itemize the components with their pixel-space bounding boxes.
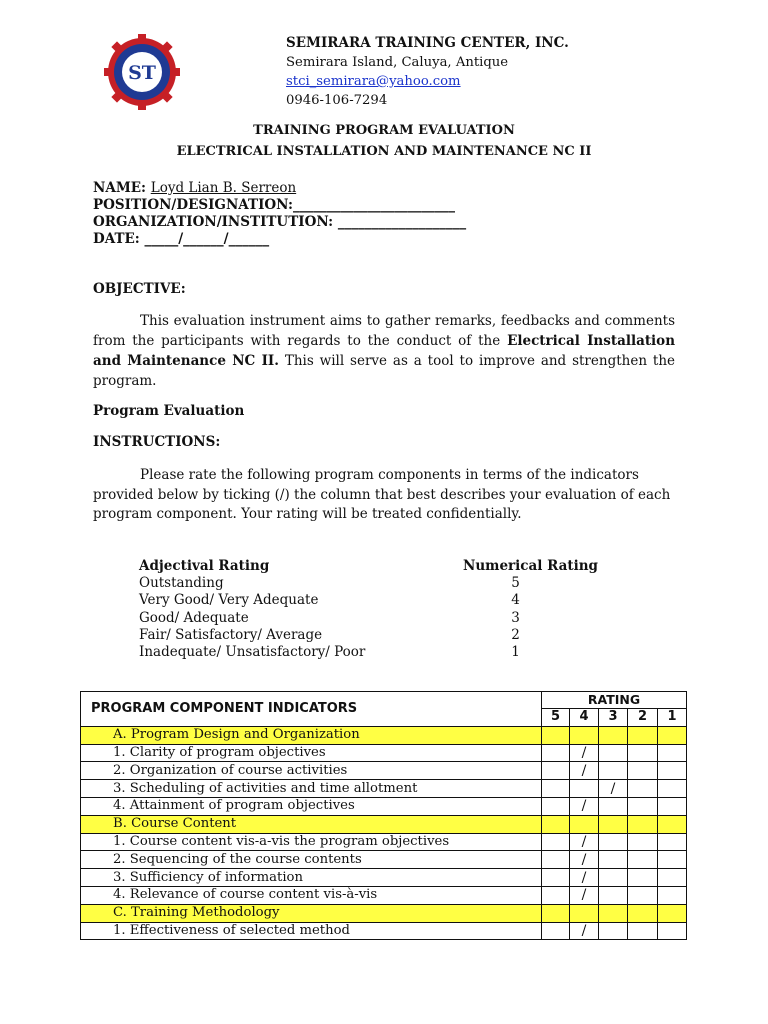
rating-cell-4[interactable] bbox=[570, 815, 599, 833]
rating-cell-3[interactable] bbox=[599, 833, 628, 851]
logo-mark: ST bbox=[128, 62, 156, 84]
evaluation-table-body bbox=[81, 726, 687, 940]
rating-cell-5[interactable] bbox=[542, 797, 570, 815]
evaluation-table bbox=[80, 691, 687, 940]
rating-cell-3[interactable] bbox=[599, 726, 628, 744]
company-logo bbox=[104, 34, 180, 110]
rating-cell-5[interactable] bbox=[542, 762, 570, 780]
rating-cell-2[interactable] bbox=[628, 815, 658, 833]
table-row bbox=[81, 797, 687, 815]
section-label: B. Course Content bbox=[81, 815, 542, 833]
indicator-label: 3. Scheduling of activities and time allotment bbox=[81, 780, 542, 798]
rating-cell-2[interactable] bbox=[628, 780, 658, 798]
rating-cell-4[interactable]: / bbox=[570, 762, 599, 780]
organization-phone: 0946-106-7294 bbox=[286, 93, 388, 108]
table-row bbox=[81, 869, 687, 887]
rating-cell-5[interactable] bbox=[542, 904, 570, 922]
rating-cell-3[interactable] bbox=[599, 851, 628, 869]
organization-header bbox=[286, 34, 569, 110]
rating-cell-2[interactable] bbox=[628, 726, 658, 744]
rating-cell-4[interactable]: / bbox=[570, 851, 599, 869]
table-row bbox=[81, 744, 687, 762]
numerical-rating-item: 1 bbox=[511, 644, 520, 661]
rating-cell-1[interactable] bbox=[658, 744, 687, 762]
rating-cell-4[interactable]: / bbox=[570, 922, 599, 940]
date-field: DATE: _____/______/______ bbox=[93, 231, 270, 247]
rating-cell-2[interactable] bbox=[628, 851, 658, 869]
rating-cell-2[interactable] bbox=[628, 797, 658, 815]
table-row bbox=[81, 833, 687, 851]
adjectival-rating-heading: Adjectival Rating bbox=[139, 558, 270, 574]
rating-cell-1[interactable] bbox=[658, 780, 687, 798]
rating-cell-1[interactable] bbox=[658, 797, 687, 815]
rating-cell-3[interactable] bbox=[599, 815, 628, 833]
rating-cell-4[interactable]: / bbox=[570, 833, 599, 851]
indicators-column-header: PROGRAM COMPONENT INDICATORS bbox=[81, 692, 542, 727]
name-field bbox=[93, 180, 296, 197]
rating-cell-4[interactable] bbox=[570, 726, 599, 744]
rating-cell-5[interactable] bbox=[542, 726, 570, 744]
rating-cell-4[interactable]: / bbox=[570, 886, 599, 904]
table-row bbox=[81, 922, 687, 940]
rating-cell-5[interactable] bbox=[542, 815, 570, 833]
rating-cell-2[interactable] bbox=[628, 869, 658, 887]
indicator-label: 3. Sufficiency of information bbox=[81, 869, 542, 887]
rating-cell-1[interactable] bbox=[658, 833, 687, 851]
indicator-label: 2. Organization of course activities bbox=[81, 762, 542, 780]
table-row bbox=[81, 762, 687, 780]
numerical-rating-heading: Numerical Rating bbox=[463, 558, 598, 574]
objective-text-bold: Electrical Installation and Maintenance NC II. bbox=[93, 333, 676, 369]
adjectival-rating-item: Outstanding bbox=[139, 575, 224, 592]
table-row bbox=[81, 886, 687, 904]
adjectival-rating-list bbox=[139, 558, 365, 661]
rating-cell-2[interactable] bbox=[628, 886, 658, 904]
table-section-row bbox=[81, 726, 687, 744]
instructions-text bbox=[93, 466, 675, 525]
position-field: POSITION/DESIGNATION:________________________ bbox=[93, 197, 455, 213]
rating-cell-3[interactable] bbox=[599, 886, 628, 904]
rating-cell-4[interactable]: / bbox=[570, 744, 599, 762]
rating-cell-1[interactable] bbox=[658, 869, 687, 887]
rating-cell-3[interactable] bbox=[599, 744, 628, 762]
adjectival-rating-item: Fair/ Satisfactory/ Average bbox=[139, 626, 323, 643]
rating-cell-4[interactable] bbox=[570, 780, 599, 798]
rating-cell-3[interactable] bbox=[599, 797, 628, 815]
table-section-row bbox=[81, 815, 687, 833]
document-subtitle: ELECTRICAL INSTALLATION AND MAINTENANCE NC II bbox=[176, 144, 592, 159]
name-value: Loyd Lian B. Serreon bbox=[150, 180, 297, 196]
indicator-label: 4. Attainment of program objectives bbox=[81, 797, 542, 815]
adjectival-rating-item: Very Good/ Very Adequate bbox=[139, 592, 319, 609]
rating-1-header: 1 bbox=[658, 709, 687, 727]
organization-email-link[interactable]: stci_semirara@yahoo.com bbox=[286, 74, 461, 89]
indicator-label: 1. Effectiveness of selected method bbox=[81, 922, 542, 940]
rating-cell-4[interactable]: / bbox=[570, 797, 599, 815]
rating-cell-1[interactable] bbox=[658, 851, 687, 869]
rating-cell-5[interactable] bbox=[542, 833, 570, 851]
instructions-heading: INSTRUCTIONS: bbox=[93, 434, 221, 450]
objective-text-part2: This will serve as a tool to improve and strengthen the program. bbox=[93, 353, 676, 389]
rating-cell-3[interactable]: / bbox=[599, 780, 628, 798]
section-label: A. Program Design and Organization bbox=[81, 726, 542, 744]
organization-name: SEMIRARA TRAINING CENTER, INC. bbox=[286, 35, 569, 51]
rating-cell-1[interactable] bbox=[658, 815, 687, 833]
objective-text bbox=[93, 311, 675, 391]
rating-5-header: 5 bbox=[542, 709, 570, 727]
objective-heading: OBJECTIVE: bbox=[93, 281, 186, 297]
rating-cell-5[interactable] bbox=[542, 744, 570, 762]
rating-cell-5[interactable] bbox=[542, 869, 570, 887]
rating-3-header: 3 bbox=[599, 709, 628, 727]
indicator-label: 1. Clarity of program objectives bbox=[81, 744, 542, 762]
numerical-rating-item: 4 bbox=[511, 592, 520, 609]
adjectival-rating-item: Good/ Adequate bbox=[139, 609, 249, 626]
indicator-label: 1. Course content vis-a-vis the program objectives bbox=[81, 833, 542, 851]
rating-cell-5[interactable] bbox=[542, 922, 570, 940]
rating-cell-3[interactable] bbox=[599, 762, 628, 780]
objective-text-part1: This evaluation instrument aims to gather remarks, feedbacks and comments from the participants with regards to the conduct of the bbox=[93, 313, 675, 349]
adjectival-rating-item: Inadequate/ Unsatisfactory/ Poor bbox=[139, 644, 366, 661]
rating-cell-3[interactable] bbox=[599, 869, 628, 887]
indicator-label: 4. Relevance of course content vis-à-vis bbox=[81, 886, 542, 904]
rating-cell-1[interactable] bbox=[658, 886, 687, 904]
table-row bbox=[81, 780, 687, 798]
indicator-label: 2. Sequencing of the course contents bbox=[81, 851, 542, 869]
rating-cell-1[interactable] bbox=[658, 762, 687, 780]
instructions-body: Please rate the following program components in terms of the indicators provided below by ticking (/) the column that best describes your evaluation of each program component. Your rating will be treated confidentially. bbox=[93, 467, 671, 522]
rating-cell-2[interactable] bbox=[628, 833, 658, 851]
rating-cell-1[interactable] bbox=[658, 922, 687, 940]
rating-2-header: 2 bbox=[628, 709, 658, 727]
rating-cell-5[interactable] bbox=[542, 886, 570, 904]
rating-cell-3[interactable] bbox=[599, 904, 628, 922]
rating-column-header: RATING bbox=[542, 692, 687, 709]
numerical-rating-item: 2 bbox=[511, 626, 520, 643]
name-label: NAME: bbox=[93, 180, 147, 196]
rating-cell-4[interactable]: / bbox=[570, 869, 599, 887]
document-title: TRAINING PROGRAM EVALUATION bbox=[253, 123, 515, 138]
rating-cell-2[interactable] bbox=[628, 904, 658, 922]
numerical-rating-list bbox=[463, 558, 604, 661]
rating-cell-1[interactable] bbox=[658, 904, 687, 922]
rating-cell-4[interactable] bbox=[570, 904, 599, 922]
numerical-rating-item: 3 bbox=[511, 609, 520, 626]
rating-cell-5[interactable] bbox=[542, 851, 570, 869]
table-row bbox=[81, 851, 687, 869]
section-label: C. Training Methodology bbox=[81, 904, 542, 922]
rating-4-header: 4 bbox=[570, 709, 599, 727]
rating-cell-2[interactable] bbox=[628, 744, 658, 762]
rating-cell-2[interactable] bbox=[628, 922, 658, 940]
table-section-row bbox=[81, 904, 687, 922]
rating-cell-1[interactable] bbox=[658, 726, 687, 744]
rating-cell-2[interactable] bbox=[628, 762, 658, 780]
rating-cell-5[interactable] bbox=[542, 780, 570, 798]
numerical-rating-item: 5 bbox=[511, 575, 520, 592]
rating-cell-3[interactable] bbox=[599, 922, 628, 940]
organization-field: ORGANIZATION/INSTITUTION: ___________________ bbox=[93, 214, 467, 230]
organization-address: Semirara Island, Caluya, Antique bbox=[286, 55, 509, 70]
program-evaluation-heading: Program Evaluation bbox=[93, 403, 245, 419]
